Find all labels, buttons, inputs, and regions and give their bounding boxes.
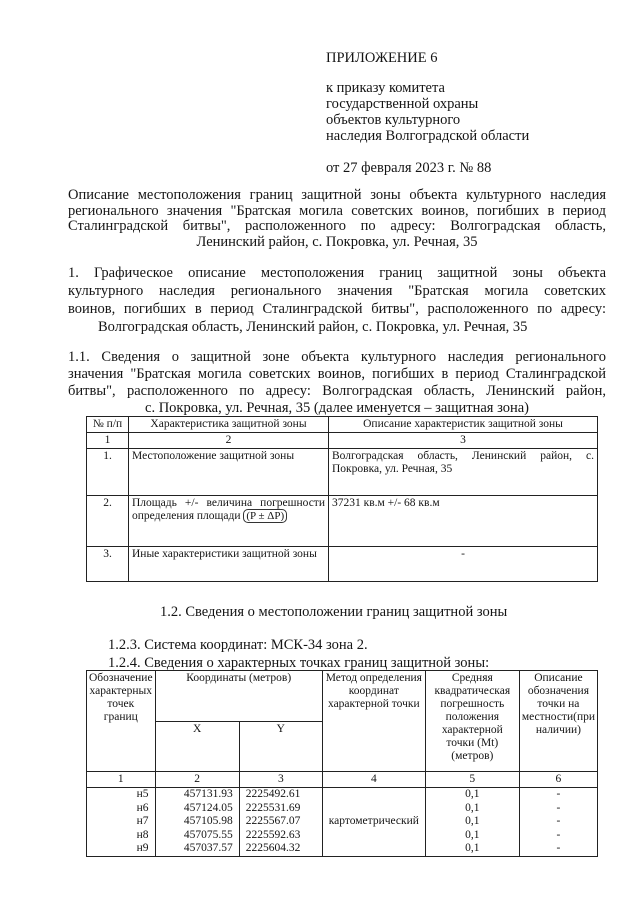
description-value: - [519, 829, 597, 843]
section-1-1-line: битвы", расположенного по адресу: Волгоградская область, Ленинский район, [68, 383, 606, 399]
row-number: 1. [87, 449, 129, 496]
header-cell: № п/п [87, 417, 129, 433]
section-1-line: 1. Графическое описание местоположения границ защитной зоны объекта [68, 265, 606, 281]
header-method: Метод определения координат характерной точки [322, 671, 425, 772]
header-point: Обозначение характерных точек границ [87, 671, 156, 772]
row-characteristic [129, 496, 329, 547]
error-value: 0,1 [425, 815, 519, 829]
row-description: Волгоградская область, Ленинский район, с. Покровка, ул. Речная, 35 [329, 449, 598, 496]
table-row [87, 788, 598, 802]
row-number: 3. [87, 547, 129, 582]
table-row [87, 449, 598, 496]
table-row [87, 547, 598, 582]
table-header-row [87, 671, 598, 722]
table-header-row [87, 417, 598, 433]
y-value: 2225592.63 [239, 829, 322, 843]
row-characteristic: Местоположение защитной зоны [129, 449, 329, 496]
description-value: - [519, 788, 597, 802]
point-label: н7 [87, 815, 156, 829]
boundary-points-table [86, 670, 598, 857]
section-1-2-4-title: 1.2.4. Сведения о характерных точках границ защитной зоны: [108, 655, 490, 671]
number-cell: 5 [425, 772, 519, 788]
number-cell: 3 [329, 433, 598, 449]
appendix-date: от 27 февраля 2023 г. № 88 [326, 160, 492, 176]
number-cell: 2 [129, 433, 329, 449]
y-value: 2225492.61 [239, 788, 322, 802]
header-description: Описание обозначения точки на местности(при наличии) [519, 671, 597, 772]
appendix-line: наследия Волгоградской области [326, 128, 530, 144]
error-value: 0,1 [425, 829, 519, 843]
title-line: регионального значения "Братская могила советских воинов, погибших в период [68, 202, 606, 219]
point-label: н5 [87, 788, 156, 802]
area-formula: (P ± ΔP) [243, 509, 287, 523]
row-description: - [329, 547, 598, 582]
method-value: картометрический [322, 788, 425, 857]
section-1-1-line: с. Покровка, ул. Речная, 35 (далее именуется – защитная зона) [145, 400, 529, 416]
x-value: 457131.93 [155, 788, 239, 802]
title-line: Ленинский район, с. Покровка, ул. Речная, 35 [196, 233, 478, 250]
header-cell: Описание характеристик защитной зоны [329, 417, 598, 433]
appendix-line: к приказу комитета [326, 80, 445, 96]
section-1 [68, 264, 606, 336]
section-1-1 [68, 349, 606, 417]
table-number-row [87, 433, 598, 449]
number-cell: 2 [155, 772, 239, 788]
appendix-block [326, 50, 529, 176]
appendix-line: государственной охраны [326, 96, 479, 112]
number-cell: 1 [87, 772, 156, 788]
table-row [87, 496, 598, 547]
number-cell: 6 [519, 772, 597, 788]
y-value: 2225604.32 [239, 842, 322, 856]
header-error: Средняя квадратическая погрешность положения характерной точки (Mt) (метров) [425, 671, 519, 772]
header-coordinates: Координаты (метров) [155, 671, 322, 722]
appendix-line: объектов культурного [326, 112, 461, 128]
point-label: н6 [87, 802, 156, 816]
description-value: - [519, 842, 597, 856]
header-cell: Характеристика защитной зоны [129, 417, 329, 433]
number-cell: 1 [87, 433, 129, 449]
section-1-1-line: значения "Братская могила советских воинов, погибших в период Сталинградской [68, 366, 606, 382]
error-value: 0,1 [425, 802, 519, 816]
number-cell: 3 [239, 772, 322, 788]
y-value: 2225531.69 [239, 802, 322, 816]
error-value: 0,1 [425, 788, 519, 802]
zone-characteristics-table [86, 416, 598, 582]
document-title [68, 188, 606, 250]
x-value: 457037.57 [155, 842, 239, 856]
section-1-2-3-title: 1.2.3. Система координат: МСК-34 зона 2. [108, 637, 368, 653]
section-1-line: воинов, погибших в период Сталинградской битвы", расположенного по адресу: [68, 301, 606, 317]
description-value: - [519, 815, 597, 829]
appendix-title: ПРИЛОЖЕНИЕ 6 [326, 50, 438, 66]
point-label: н8 [87, 829, 156, 843]
section-1-1-line: 1.1. Сведения о защитной зоне объекта культурного наследия регионального [68, 349, 606, 365]
description-value: - [519, 802, 597, 816]
section-1-line: Волгоградская область, Ленинский район, с. Покровка, ул. Речная, 35 [98, 319, 528, 335]
error-value: 0,1 [425, 842, 519, 856]
row-description: 37231 кв.м +/- 68 кв.м [329, 496, 598, 547]
row-characteristic-text: Площадь +/- величина погрешности определения площади [132, 497, 325, 522]
row-characteristic: Иные характеристики защитной зоны [129, 547, 329, 582]
header-x: X [155, 721, 239, 772]
title-line: Описание местоположения границ защитной зоны объекта культурного наследия [68, 187, 606, 203]
header-y: Y [239, 721, 322, 772]
section-1-2-title: 1.2. Сведения о местоположении границ защитной зоны [160, 604, 508, 620]
number-cell: 4 [322, 772, 425, 788]
section-1-line: культурного наследия регионального значения "Братская могила советских [68, 283, 606, 299]
x-value: 457075.55 [155, 829, 239, 843]
point-label: н9 [87, 842, 156, 856]
row-number: 2. [87, 496, 129, 547]
x-value: 457105.98 [155, 815, 239, 829]
y-value: 2225567.07 [239, 815, 322, 829]
table-number-row [87, 772, 598, 788]
x-value: 457124.05 [155, 802, 239, 816]
title-line: Сталинградской битвы", расположенного по адресу: Волгоградская область, [68, 218, 606, 234]
